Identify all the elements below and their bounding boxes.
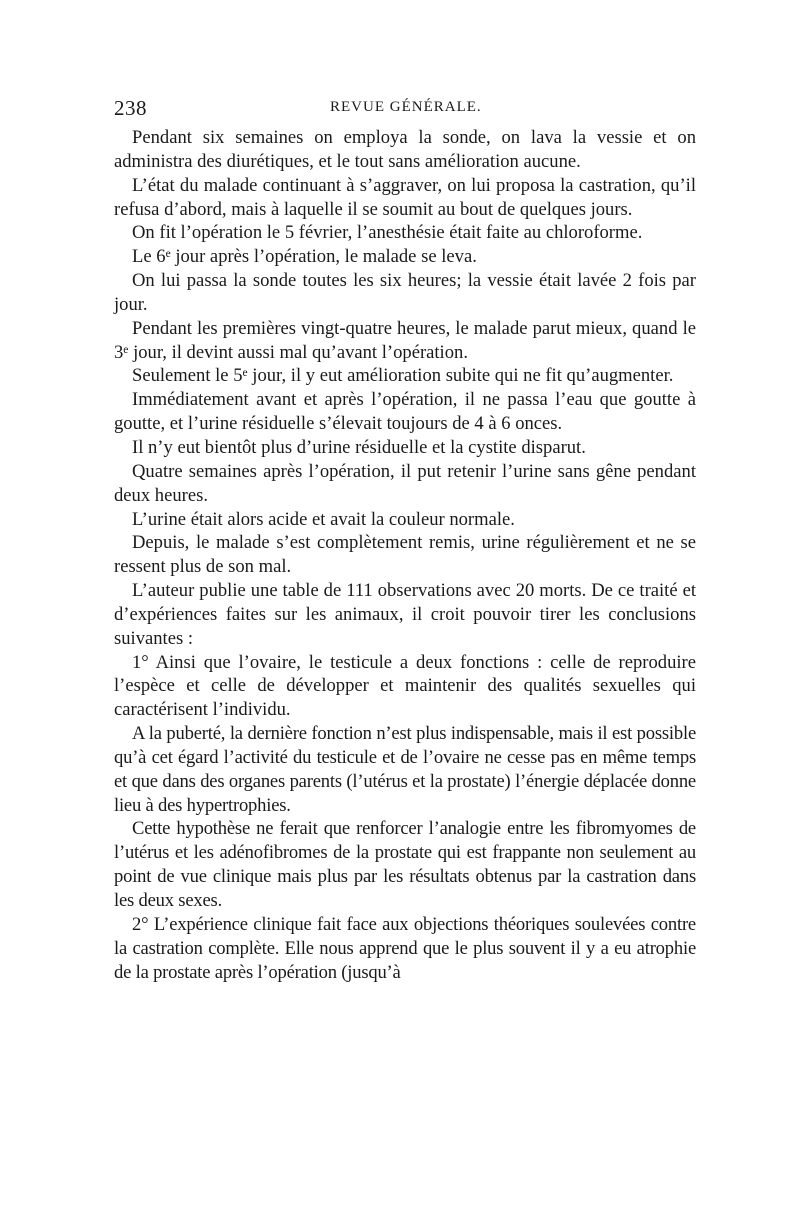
paragraph: Quatre semaines après l’opération, il put retenir l’urine sans gêne pendant deux heures. — [114, 460, 696, 506]
paragraph: Le 6e jour après l’opération, le malade se leva. — [132, 246, 477, 268]
paragraph: L’état du malade continuant à s’aggraver, on lui proposa la castration, qu’il refusa d’abord, mais à laquelle il se soumit au bout de quelques jours. — [114, 174, 696, 220]
running-head — [114, 96, 694, 120]
paragraph: Depuis, le malade s’est complètement remis, urine régulièrement et ne se ressent plus de son mal. — [114, 532, 696, 578]
paragraph: On lui passa la sonde toutes les six heures; la vessie était lavée 2 fois par jour. — [114, 270, 696, 315]
paragraph: Il n’y eut bientôt plus d’urine résiduelle et la cystite disparut. — [132, 436, 586, 458]
paragraph: Immédiatement avant et après l’opération, il ne passa l’eau que goutte à goutte, et l’urine résiduelle s’élevait toujours de 4 à 6 onces. — [114, 389, 696, 435]
running-title: REVUE GÉNÉRALE. — [330, 99, 482, 115]
paragraph: On fit l’opération le 5 février, l’anesthésie était faite au chloroforme. — [132, 222, 643, 244]
page-number: 238 — [114, 96, 147, 120]
paragraph: Pendant six semaines on employa la sonde, on lava la vessie et on administra des diurétiques, et le tout sans amélioration aucune. — [114, 127, 696, 172]
paragraph: Seulement le 5e jour, il y eut amélioration subite qui ne fit qu’augmenter. — [132, 365, 674, 387]
paragraph: 2° L’expérience clinique fait face aux objections théoriques soulevées contre la castration complète. Elle nous apprend que le plus souvent il y a eu atrophie de la prostate après l’opération (jusqu’à — [114, 913, 696, 983]
body-text — [114, 126, 696, 984]
paragraph: 1° Ainsi que l’ovaire, le testicule a deux fonctions : celle de reproduire l’espèce et celle de développer et maintenir des qualités sexuelles qui caractérisent l’individu. — [114, 651, 696, 721]
paragraph: Pendant les premières vingt-quatre heures, le malade parut mieux, quand le 3e jour, il devint aussi mal qu’avant l’opération. — [114, 317, 696, 363]
paragraph: L’auteur publie une table de 111 observations avec 20 morts. De ce traité et d’expériences faites sur les animaux, il croit pouvoir tirer les conclusions suivantes : — [114, 580, 696, 649]
paragraph: L’urine était alors acide et avait la couleur normale. — [132, 508, 515, 530]
paragraph: A la puberté, la dernière fonction n’est plus indispensable, mais il est possible qu’à cet égard l’activité du testicule et de l’ovaire ne cesse pas en même temps et que dans des organes parents (l’utérus et la prostate) l’énergie déplacée donne lieu à des hypertrophies. — [114, 723, 696, 816]
paragraph: Cette hypothèse ne ferait que renforcer l’analogie entre les fibromyomes de l’utérus et les adénofibromes de la prostate qui est frappante non seulement au point de vue clinique mais plus par les résultats obtenus par la castration dans les deux sexes. — [114, 818, 696, 911]
